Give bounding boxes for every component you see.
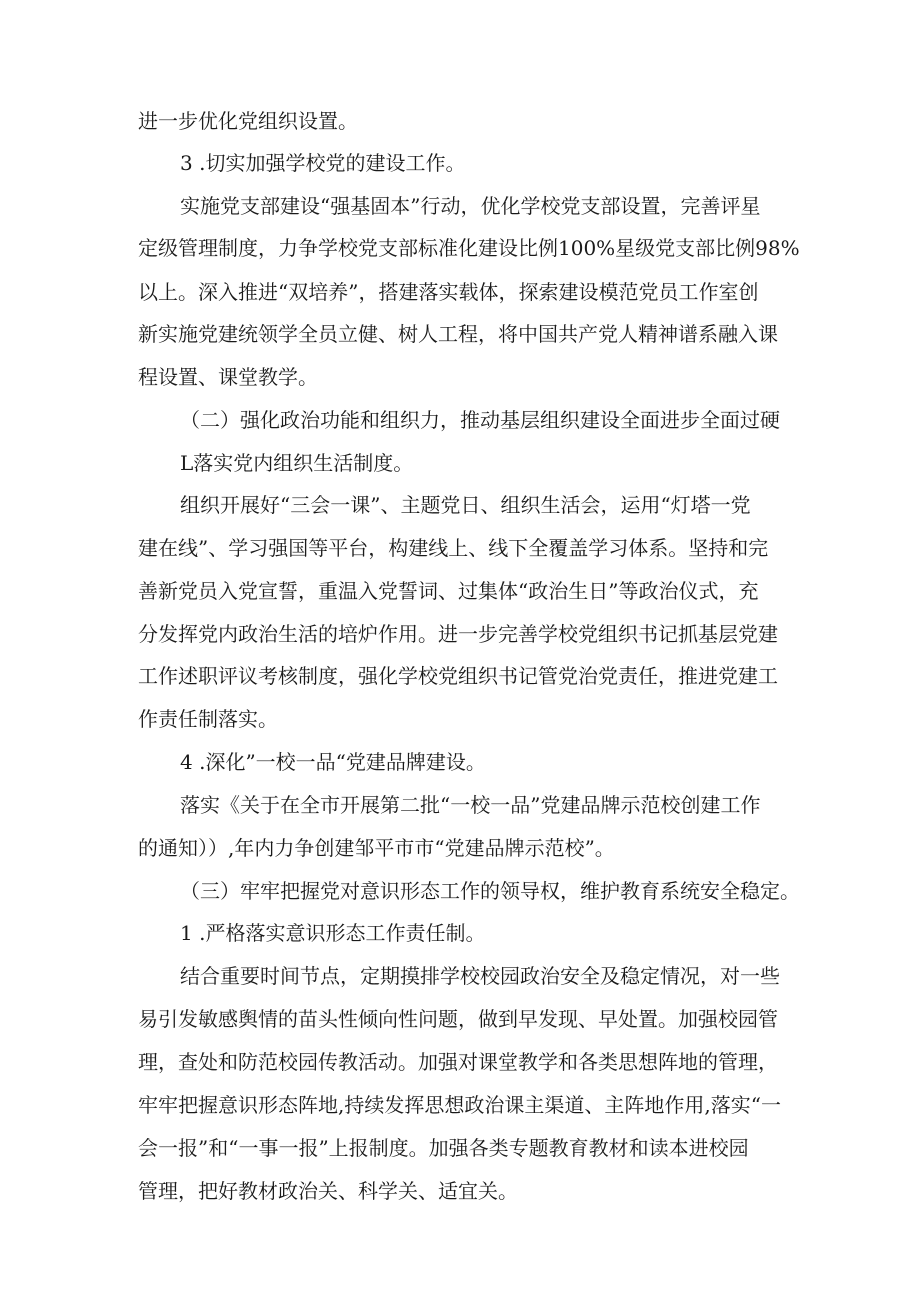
text-line: 结合重要时间节点，定期摸排学校校园政治安全及稳定情况，对一些	[180, 964, 780, 988]
text-line: 实施党支部建设“强基固本”行动，优化学校党支部设置，完善评星	[180, 194, 761, 218]
text-line: 易引发敏感舆情的苗头性倾向性问题，做到早发现、早处置。加强校园管	[138, 1007, 778, 1031]
text-line: 工作述职评议考核制度，强化学校党组织书记管党治党责任，推进党建工	[138, 664, 778, 688]
text-line: 会一报”和“一事一报”上报制度。加强各类专题教育教材和读本进校园	[138, 1136, 749, 1160]
text-line: 牢牢把握意识形态阵地,持续发挥思想政治课主渠道、主阵地作用,落实“一	[138, 1093, 781, 1117]
text-line: 建在线”、学习强国等平台，构建线上、线下全覆盖学习体系。坚持和完	[138, 536, 769, 560]
text-line: 理，查处和防范校园传教活动。加强对课堂教学和各类思想阵地的管理，	[138, 1050, 778, 1074]
text-line: 组织开展好“三会一课”、主题党日、组织生活会，运用“灯塔一党	[180, 493, 751, 517]
text-line: 的通知））,年内力争创建邹平市市“党建品牌示范校”。	[138, 836, 615, 860]
section-heading: （三）牢牢把握党对意识形态工作的领导权，维护教育系统安全稳定。	[180, 879, 800, 903]
text-line: 进一步优化党组织设置。	[138, 109, 358, 133]
text-line: 定级管理制度，力争学校党支部标准化建设比例100%星级党支部比例98%	[138, 236, 800, 260]
text-line: 以上。深入推进“双培养”，搭建落实载体，探索建设模范党员工作室创	[138, 280, 759, 304]
section-heading: L落实党内组织生活制度。	[180, 451, 414, 475]
text-line: 落实《关于在全市开展第二批“一校一品”党建品牌示范校创建工作	[180, 793, 761, 817]
text-line: 管理，把好教材政治关、科学关、适宜关。	[138, 1179, 518, 1203]
section-heading: 1 .严格落实意识形态工作责任制。	[180, 921, 486, 945]
section-heading: （二）强化政治功能和组织力，推动基层组织建设全面进步全面过硬	[180, 408, 780, 432]
section-heading: 3 .切实加强学校党的建设工作。	[180, 151, 466, 175]
section-heading: 4 .深化”一校一品“党建品牌建设。	[180, 750, 486, 774]
text-line: 作责任制落实。	[138, 707, 278, 731]
text-line: 善新党员入党宣誓，重温入党誓词、过集体“政治生日”等政治仪式，充	[138, 579, 759, 603]
text-line: 分发挥党内政治生活的培炉作用。进一步完善学校党组织书记抓基层党建	[138, 622, 778, 646]
text-line: 新实施党建统领学全员立健、树人工程，将中国共产党人精神谱系融入课	[138, 322, 778, 346]
text-line: 程设置、课堂教学。	[138, 365, 318, 389]
